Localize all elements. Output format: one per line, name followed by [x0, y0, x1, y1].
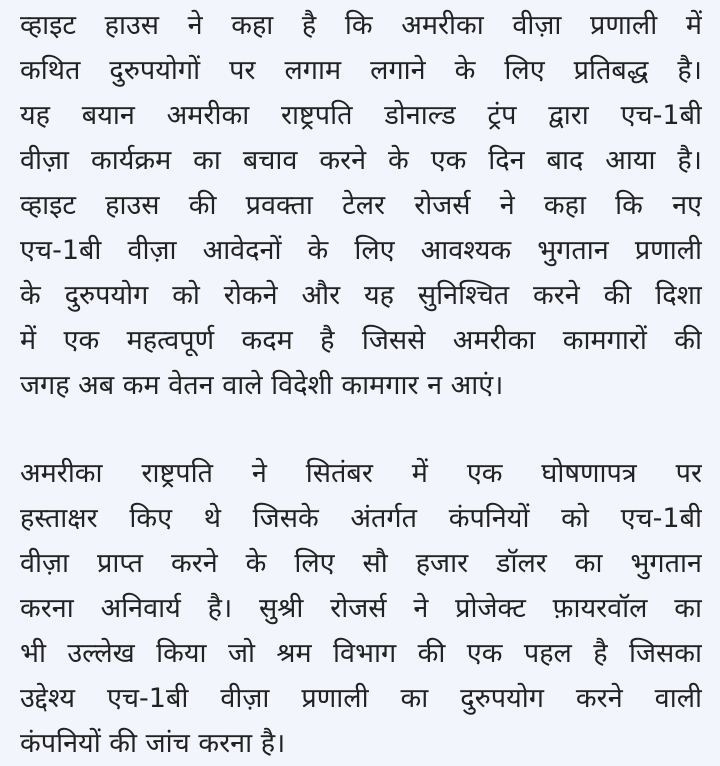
text-line: के दुरुपयोग को रोकने और यह सुनिश्चित करने की दिशा: [20, 280, 702, 311]
text-line: हस्ताक्षर किए थे जिसके अंतर्गत कंपनियों को एच-1बी: [20, 503, 702, 534]
text-line: करना अनिवार्य है। सुश्री रोजर्स ने प्रोजेक्ट फ़ायरवॉल का: [20, 593, 702, 624]
text-line: कंपनियों की जांच करना है।: [20, 728, 286, 759]
text-line: वीज़ा कार्यक्रम का बचाव करने के एक दिन बाद आया है।: [20, 145, 702, 176]
text-line: जगह अब कम वेतन वाले विदेशी कामगार न आएं।: [20, 370, 504, 401]
text-line: यह बयान अमरीका राष्ट्रपति डोनाल्ड ट्रंप द्वारा एच-1बी: [20, 100, 702, 131]
text-line: एच-1बी वीज़ा आवेदनों के लिए आवश्यक भुगतान प्रणाली: [20, 235, 702, 266]
text-line: कथित दुरुपयोगों पर लगाम लगाने के लिए प्रतिबद्ध है।: [20, 55, 702, 86]
text-line: में एक महत्वपूर्ण कदम है जिससे अमरीका कामगारों की: [20, 325, 702, 356]
article-paragraph-2: [20, 451, 702, 766]
text-line: उद्देश्य एच-1बी वीज़ा प्रणाली का दुरुपयोग करने वाली: [20, 683, 702, 714]
text-line: वीज़ा प्राप्त करने के लिए सौ हजार डॉलर का भुगतान: [20, 548, 702, 579]
article-paragraph-1: [20, 3, 702, 408]
text-line: भी उल्लेख किया जो श्रम विभाग की एक पहल है जिसका: [20, 638, 702, 669]
paragraph-spacer: [20, 408, 702, 451]
text-line: व्हाइट हाउस ने कहा है कि अमरीका वीज़ा प्रणाली में: [20, 10, 702, 41]
text-line: अमरीका राष्ट्रपति ने सितंबर में एक घोषणापत्र पर: [20, 458, 702, 489]
text-line: व्हाइट हाउस की प्रवक्ता टेलर रोजर्स ने कहा कि नए: [20, 190, 702, 221]
